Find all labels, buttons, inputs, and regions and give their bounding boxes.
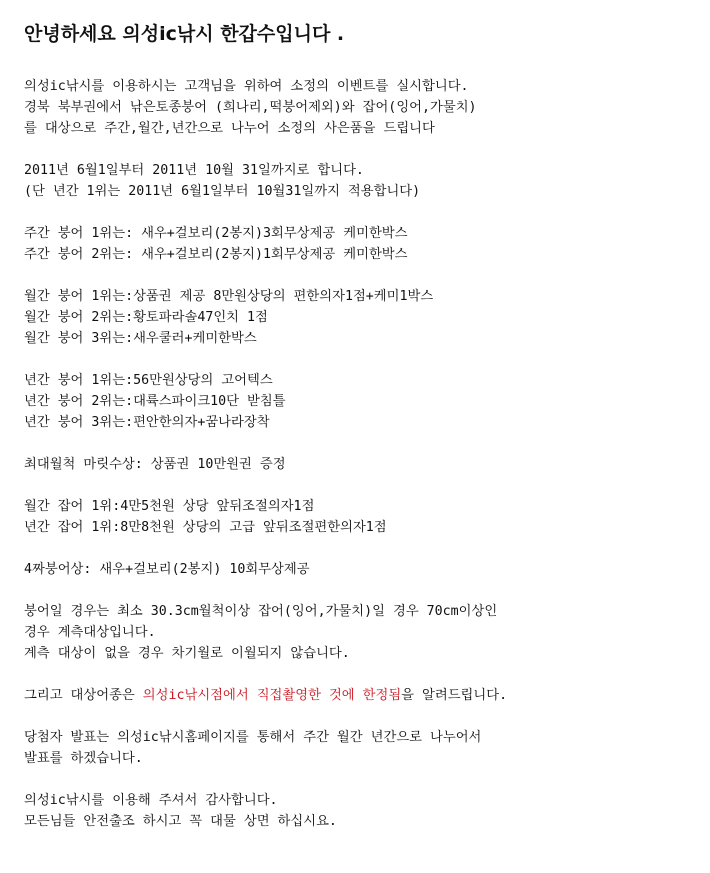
text-line: 붕어일 경우는 최소 30.3cm월척이상 잡어(잉어,가물치)일 경우 70cm이상인: [24, 604, 498, 619]
prize-line: 년간 붕어 1위는:56만원상당의 고어텍스: [24, 373, 273, 388]
notice-text: 그리고 대상어종은: [24, 688, 143, 703]
text-line: 2011년 6월1일부터 2011년 10월 31일까지로 합니다.: [24, 163, 364, 178]
text-line: 발표를 하겠습니다.: [24, 751, 143, 766]
winner-announcement: [24, 727, 696, 769]
prize-line: 주간 붕어 1위는: 새우+걸보리(2봉지)3회무상제공 케미한박스: [24, 226, 408, 241]
prize-line: 년간 잡어 1위:8만8천원 상당의 고급 앞뒤조절편한의자1점: [24, 520, 387, 535]
notice-highlight: 의성ic낚시점에서 직접촬영한 것에 한정됨: [142, 688, 402, 703]
text-line: 계측 대상이 없을 경우 차기월로 이월되지 않습니다.: [24, 646, 350, 661]
weekly-prizes: [24, 223, 696, 265]
prize-line: 월간 붕어 2위는:황토파라솔47인치 1점: [24, 310, 268, 325]
forty-cm-prize: [24, 559, 696, 580]
notice-text: 을 알려드립니다.: [401, 688, 508, 703]
text-line: 의성ic낚시를 이용해 주셔서 감사합니다.: [24, 793, 278, 808]
text-line: (단 년간 1위는 2011년 6월1일부터 10월31일까지 적용합니다): [24, 184, 421, 199]
text-line: 당첨자 발표는 의성ic낚시홈페이지를 통해서 주간 월간 년간으로 나누어서: [24, 730, 482, 745]
page-title: 안녕하세요 의성ic낚시 한갑수입니다 .: [24, 23, 345, 45]
text-line: 모든님들 안전출조 하시고 꼭 대물 상면 하십시요.: [24, 814, 337, 829]
intro-paragraph: [24, 76, 696, 139]
text-line: 경북 북부권에서 낚은토종붕어 (희나리,떡붕어제외)와 잡어(잉어,가물치): [24, 100, 477, 115]
yearly-prizes: [24, 370, 696, 433]
prize-line: 월간 잡어 1위:4만5천원 상당 앞뒤조절의자1점: [24, 499, 315, 514]
measurement-rules: [24, 601, 696, 664]
prize-line: 주간 붕어 2위는: 새우+걸보리(2봉지)1회무상제공 케미한박스: [24, 247, 408, 262]
closing-message: [24, 790, 696, 832]
prize-line: 월간 붕어 1위는:상품권 제공 8만원상당의 편한의자1점+케미1박스: [24, 289, 434, 304]
event-notice: [24, 20, 696, 853]
max-count-prize: [24, 454, 696, 475]
text-line: 의성ic낚시를 이용하시는 고객님을 위하여 소정의 이벤트를 실시합니다.: [24, 79, 469, 94]
prize-line: 년간 붕어 2위는:대륙스파이크10단 받침틀: [24, 394, 286, 409]
prize-line: 4짜붕어상: 새우+걸보리(2봉지) 10회무상제공: [24, 562, 310, 577]
prize-line: 월간 붕어 3위는:새우쿨러+케미한박스: [24, 331, 257, 346]
text-line: [24, 685, 696, 706]
text-line: 를 대상으로 주간,월간,년간으로 나누어 소정의 사은품을 드립니다: [24, 121, 435, 136]
target-species-notice: [24, 685, 696, 706]
text-line: 경우 계측대상입니다.: [24, 625, 156, 640]
trash-fish-prizes: [24, 496, 696, 538]
period-paragraph: [24, 160, 696, 202]
prize-line: 년간 붕어 3위는:편안한의자+꿈나라장착: [24, 415, 270, 430]
monthly-prizes: [24, 286, 696, 349]
prize-line: 최대월척 마릿수상: 상품권 10만원권 증정: [24, 457, 286, 472]
